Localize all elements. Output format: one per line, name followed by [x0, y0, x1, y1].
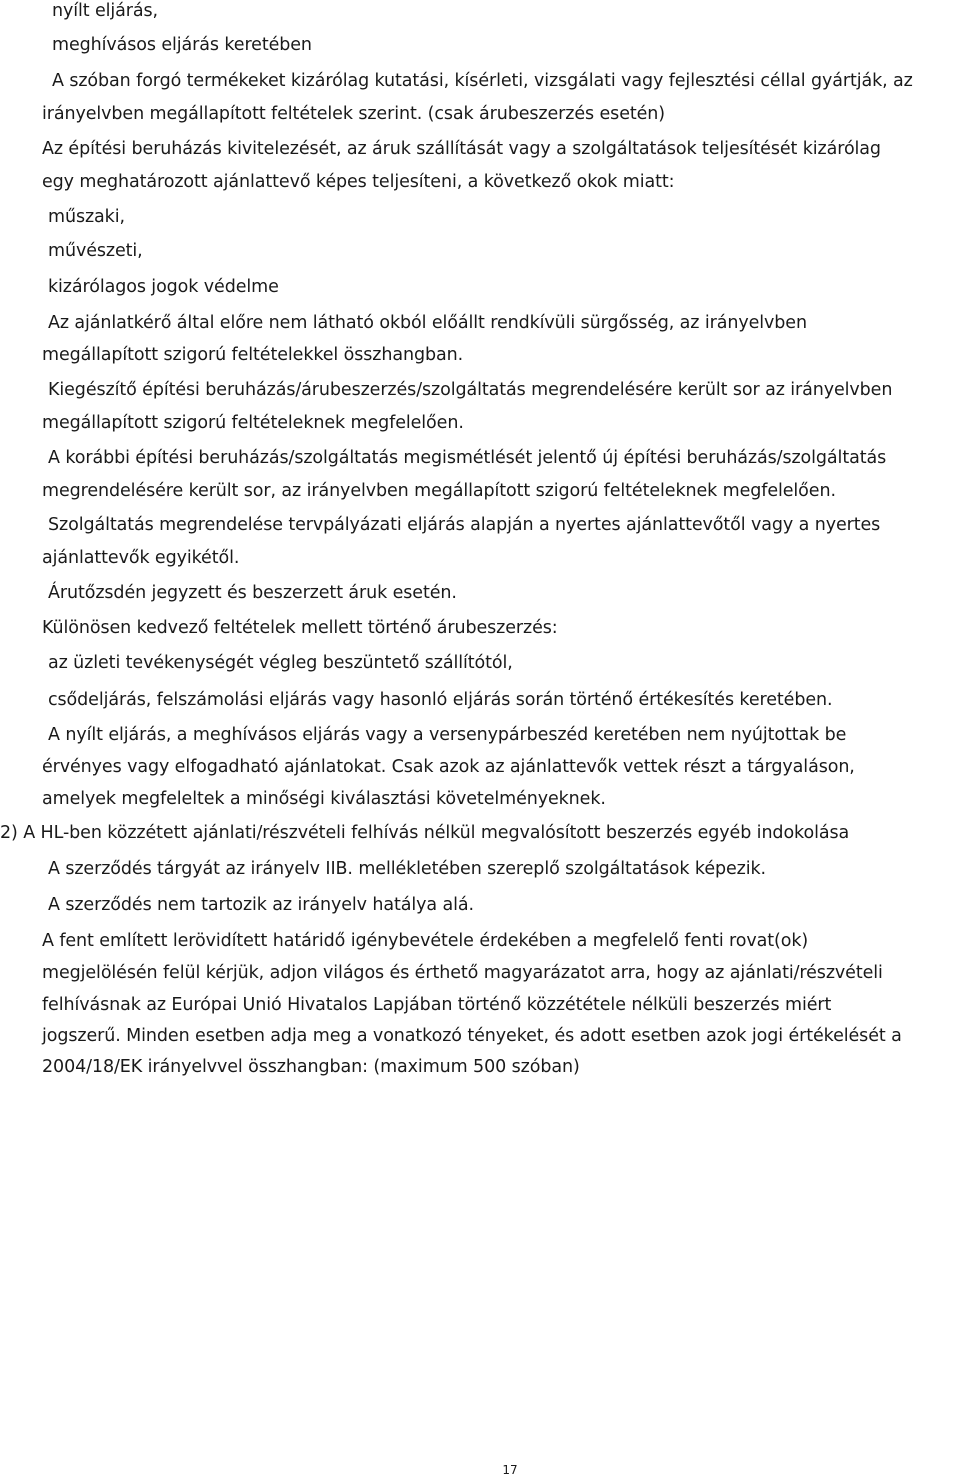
- text-line-4: irányelvben megállapított feltételek szerint. (csak árubeszerzés esetén): [42, 104, 666, 124]
- text-line-8: művészeti,: [48, 241, 143, 261]
- text-line-9: kizárólagos jogok védelme: [48, 277, 279, 297]
- text-line-20: az üzleti tevékenységét végleg beszüntető szállítótól,: [48, 653, 513, 673]
- text-line-13: megállapított szigorú feltételeknek megfelelően.: [42, 413, 464, 433]
- text-line-22: A nyílt eljárás, a meghívásos eljárás vagy a versenypárbeszéd keretében nem nyújtottak be: [48, 725, 847, 745]
- text-line-6: egy meghatározott ajánlattevő képes teljesíteni, a következő okok miatt:: [42, 172, 675, 192]
- text-line-26: A szerződés tárgyát az irányelv IIB. mellékletében szereplő szolgáltatások képezik.: [48, 859, 767, 879]
- text-line-29: megjelölésén felül kérjük, adjon világos és érthető magyarázatot arra, hogy az ajánlati/részvételi: [42, 963, 883, 983]
- text-line-14: A korábbi építési beruházás/szolgáltatás megismétlését jelentő új építési beruházás/szolgáltatás: [48, 448, 887, 468]
- text-line-30: felhívásnak az Európai Unió Hivatalos Lapjában történő közzététele nélküli beszerzés miért: [42, 995, 832, 1015]
- section-heading: 2) A HL-ben közzétett ajánlati/részvételi felhívás nélkül megvalósított beszerzés egyéb indokolása: [0, 823, 850, 843]
- text-line-19: Különösen kedvező feltételek mellett történő árubeszerzés:: [42, 618, 558, 638]
- text-line-21: csődeljárás, felszámolási eljárás vagy hasonló eljárás során történő értékesítés keretében.: [48, 690, 833, 710]
- text-line-24: amelyek megfeleltek a minőségi kiválasztási követelményeknek.: [42, 789, 606, 809]
- text-line-17: ajánlattevők egyikétől.: [42, 548, 240, 568]
- page-number: 17: [502, 1463, 518, 1477]
- text-line-12: Kiegészítő építési beruházás/árubeszerzés/szolgáltatás megrendelésére került sor az irányelvben: [48, 380, 893, 400]
- text-line-10: Az ajánlatkérő által előre nem látható okból előállt rendkívüli sürgősség, az irányelvben: [48, 313, 807, 333]
- text-line-23: érvényes vagy elfogadható ajánlatokat. Csak azok az ajánlattevők vettek részt a tárgyaláson,: [42, 757, 855, 777]
- text-line-3: A szóban forgó termékeket kizárólag kutatási, kísérleti, vizsgálati vagy fejlesztési céllal gyártják, az: [52, 71, 913, 91]
- text-line-2: meghívásos eljárás keretében: [52, 35, 312, 55]
- text-line-7: műszaki,: [48, 207, 125, 227]
- text-line-15: megrendelésére került sor, az irányelvben megállapított szigorú feltételeknek megfelelően.: [42, 481, 836, 501]
- text-line-11: megállapított szigorú feltételekkel összhangban.: [42, 345, 464, 365]
- text-line-18: Árutőzsdén jegyzett és beszerzett áruk esetén.: [48, 583, 457, 603]
- text-line-27: A szerződés nem tartozik az irányelv hatálya alá.: [48, 895, 474, 915]
- text-line-5: Az építési beruházás kivitelezését, az áruk szállítását vagy a szolgáltatások teljesítését kizárólag: [42, 139, 881, 159]
- text-line-28: A fent említett lerövidített határidő igénybevétele érdekében a megfelelő fenti rovat(ok): [42, 931, 809, 951]
- text-line-32: 2004/18/EK irányelvvel összhangban: (maximum 500 szóban): [42, 1057, 580, 1077]
- text-line-16: Szolgáltatás megrendelése tervpályázati eljárás alapján a nyertes ajánlattevőtől vagy a nyertes: [48, 515, 881, 535]
- text-line-1: nyílt eljárás,: [52, 1, 159, 21]
- text-line-31: jogszerű. Minden esetben adja meg a vonatkozó tényeket, és adott esetben azok jogi értékelését a: [42, 1026, 902, 1046]
